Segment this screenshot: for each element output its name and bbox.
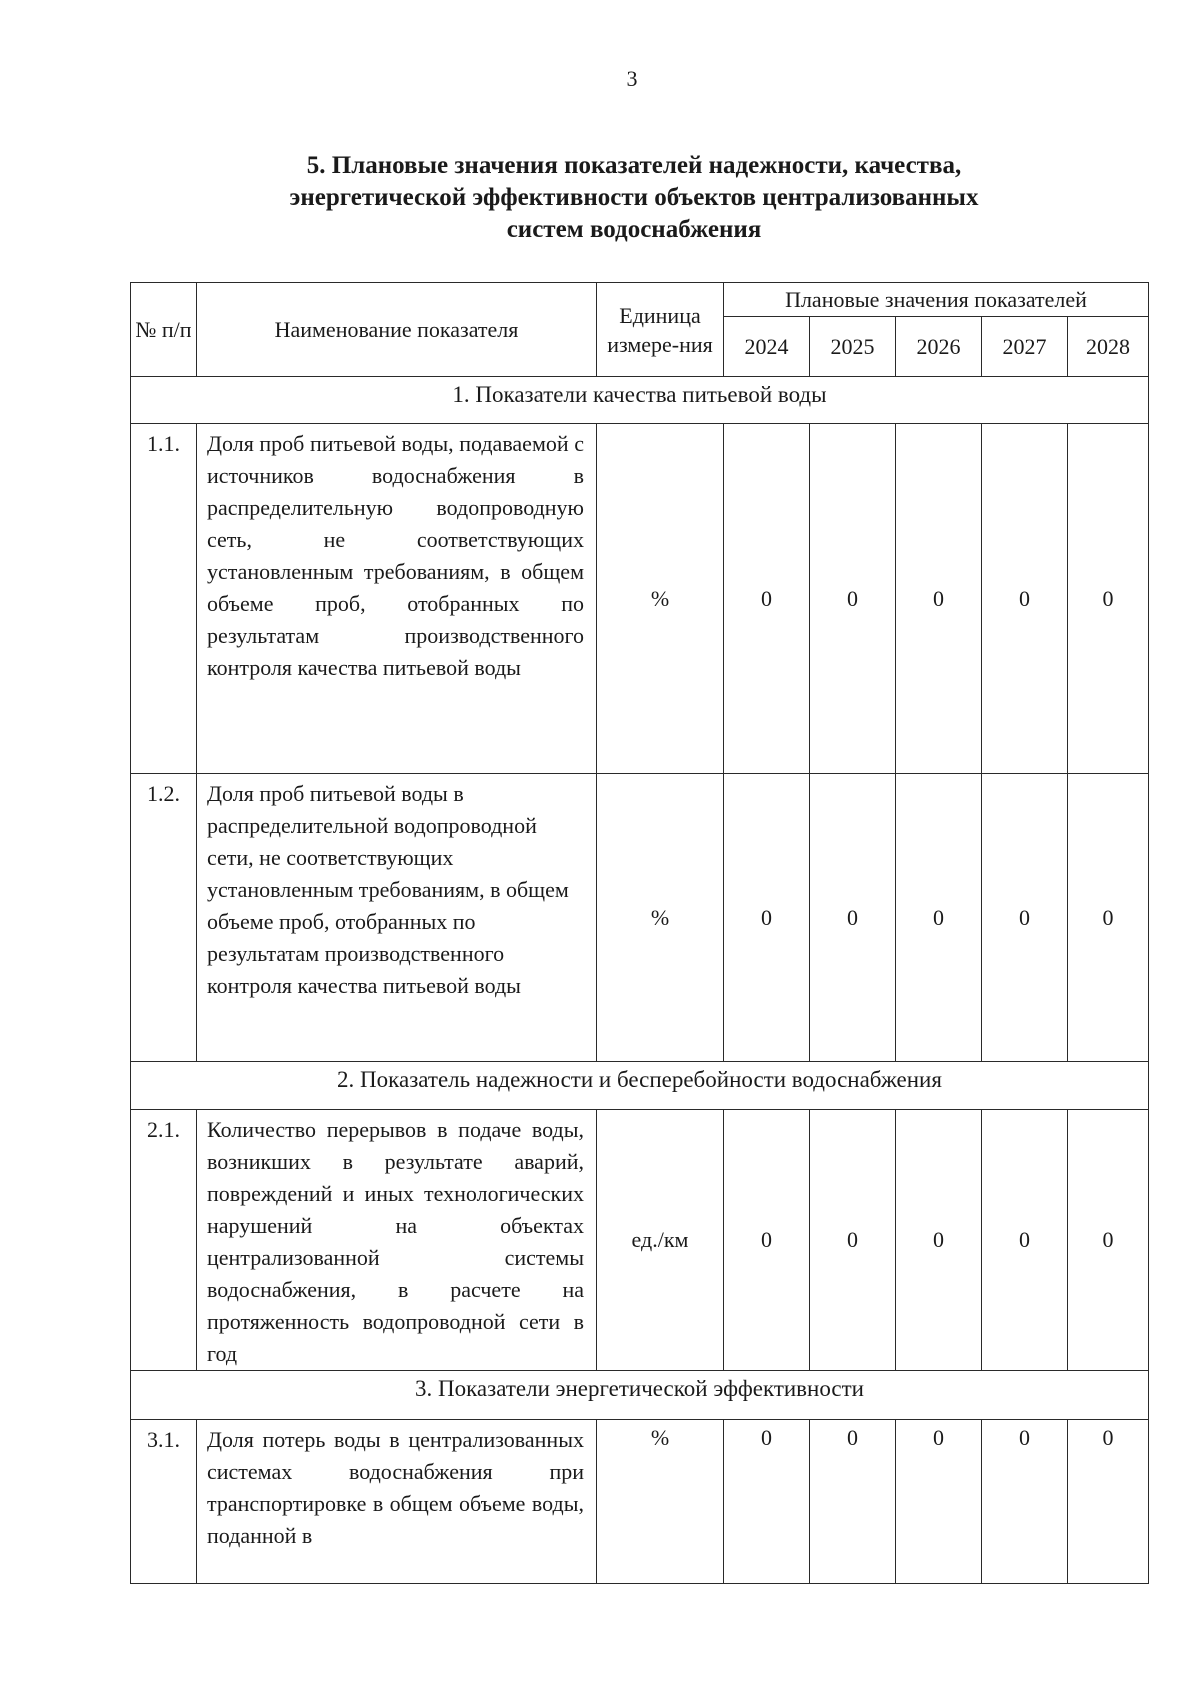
heading-line: 5. Плановые значения показателей надежности, качества, — [306, 152, 962, 179]
value-cell: 0 — [896, 1420, 982, 1584]
table-row — [131, 1110, 1149, 1371]
document-heading — [130, 150, 1138, 246]
unit-cell: ед./км — [597, 1110, 724, 1371]
heading-line: энергетической эффективности объектов централизованных — [289, 184, 979, 211]
row-number: 2.1. — [131, 1110, 197, 1371]
unit-cell: % — [597, 1420, 724, 1584]
value-cell: 0 — [896, 1110, 982, 1371]
table-row — [131, 424, 1149, 774]
unit-cell: % — [597, 774, 724, 1062]
header-indicator-name: Наименование показателя — [197, 283, 597, 377]
value-cell: 0 — [896, 424, 982, 774]
page-number: 3 — [626, 66, 638, 91]
indicators-table — [130, 282, 1149, 1584]
section-title: 3. Показатели энергетической эффективности — [131, 1371, 1149, 1420]
header-year: 2028 — [1068, 317, 1149, 377]
value-cell: 0 — [982, 424, 1068, 774]
header-year: 2026 — [896, 317, 982, 377]
value-cell: 0 — [724, 424, 810, 774]
value-cell: 0 — [724, 1420, 810, 1584]
value-cell: 0 — [810, 1420, 896, 1584]
table-row — [131, 774, 1149, 1062]
value-cell: 0 — [896, 774, 982, 1062]
header-year: 2024 — [724, 317, 810, 377]
header-row-number: № п/п — [131, 283, 197, 377]
value-cell: 0 — [982, 1420, 1068, 1584]
indicator-name: Доля проб питьевой воды в распределительной водопроводной сети, не соответствующих установленным требованиям, в общем объеме проб, отобранных по результатам производственного контроля качества питьевой воды — [197, 774, 597, 1062]
indicator-name: Количество перерывов в подаче воды, возникших в результате аварий, повреждений и иных технологических нарушений на объектах централизованной системы водоснабжения, в расчете на протяженность водопроводной сети в год — [197, 1110, 597, 1371]
header-planned-values: Плановые значения показателей — [724, 283, 1149, 317]
value-cell: 0 — [982, 1110, 1068, 1371]
value-cell: 0 — [810, 1110, 896, 1371]
indicator-name: Доля потерь воды в централизованных системах водоснабжения при транспортировке в общем объеме воды, поданной в — [197, 1420, 597, 1584]
header-year: 2025 — [810, 317, 896, 377]
value-cell: 0 — [724, 774, 810, 1062]
unit-cell: % — [597, 424, 724, 774]
value-cell: 0 — [1068, 424, 1149, 774]
value-cell: 0 — [810, 424, 896, 774]
header-unit: Единица измере-ния — [597, 283, 724, 377]
value-cell: 0 — [1068, 1420, 1149, 1584]
value-cell: 0 — [982, 774, 1068, 1062]
heading-line: систем водоснабжения — [506, 216, 762, 243]
value-cell: 0 — [1068, 1110, 1149, 1371]
row-number: 1.2. — [131, 774, 197, 1062]
indicator-name: Доля проб питьевой воды, подаваемой с источников водоснабжения в распределительную водопроводную сеть, не соответствующих установленным требованиям, в общем объеме проб, отобранных по результатам производственного контроля качества питьевой воды — [197, 424, 597, 774]
header-year: 2027 — [982, 317, 1068, 377]
value-cell: 0 — [724, 1110, 810, 1371]
section-title: 2. Показатель надежности и бесперебойности водоснабжения — [131, 1062, 1149, 1110]
row-number: 1.1. — [131, 424, 197, 774]
table-row — [131, 1420, 1149, 1584]
section-title: 1. Показатели качества питьевой воды — [131, 377, 1149, 424]
value-cell: 0 — [810, 774, 896, 1062]
value-cell: 0 — [1068, 774, 1149, 1062]
row-number: 3.1. — [131, 1420, 197, 1584]
